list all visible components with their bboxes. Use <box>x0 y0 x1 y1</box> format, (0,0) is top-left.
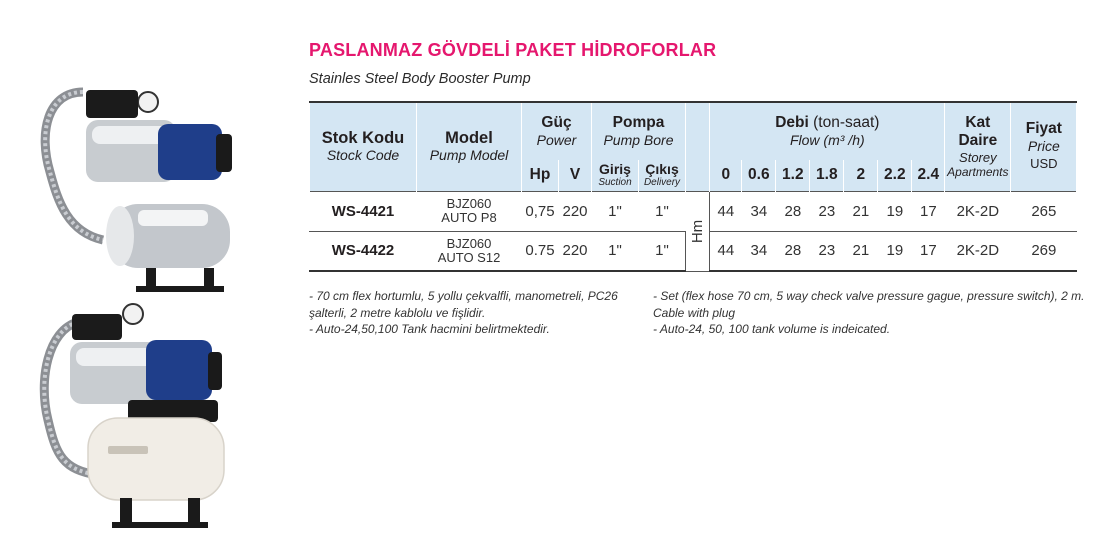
suction-cell: 1" <box>592 191 639 231</box>
volt-cell: 220 <box>559 191 592 231</box>
header-stock-code-tr: Stok Kodu <box>321 129 405 148</box>
head-cell: 23 <box>810 191 844 231</box>
spec-table <box>309 101 1077 272</box>
header-model-en: Pump Model <box>429 147 509 164</box>
hm-label: Hm <box>689 219 707 243</box>
header-stock-code-en: Stock Code <box>326 147 400 164</box>
page-title: PASLANMAZ GÖVDELİ PAKET HİDROFORLAR <box>309 40 717 60</box>
flow-point <box>742 160 776 191</box>
header-flow-en: Flow (m³ /h) <box>789 132 865 148</box>
header-spacer <box>686 102 710 191</box>
notes-english <box>653 288 1103 338</box>
note-tr-1: - 70 cm flex hortumlu, 5 yollu çekvalfli, manometreli, PC26 şalterli, 2 metre kablolu ve fişlidir. <box>309 289 618 320</box>
header-price <box>1011 102 1077 191</box>
header-suction-tr: Giriş <box>599 161 631 178</box>
head-cell: 17 <box>912 191 945 231</box>
hm-label-cell <box>686 191 710 271</box>
header-flow-unit: (ton-saat) <box>813 114 880 131</box>
header-pump-bore-en: Pump Bore <box>603 132 674 148</box>
header-delivery-en: Delivery <box>643 177 681 189</box>
head-cell: 34 <box>742 191 776 231</box>
volt-cell: 220 <box>559 231 592 271</box>
stock-code-cell <box>310 231 417 271</box>
model-cell <box>417 191 522 231</box>
head-cell: 28 <box>776 191 810 231</box>
product-image-white-tank-pump <box>28 300 248 538</box>
model-line-2: AUTO P8 <box>441 210 497 225</box>
notes-turkish <box>309 288 644 338</box>
model-line-1: BJZ060 <box>446 196 492 211</box>
header-row-main <box>310 102 1077 160</box>
head-cell: 19 <box>878 191 912 231</box>
table-row <box>310 191 1077 231</box>
note-en-1: - Set (flex hose 70 cm, 5 way check valve pressure gague, pressure switch), 2 m. Cable with plug <box>653 289 1085 320</box>
flow-point-label: 1.8 <box>816 166 838 184</box>
price-cell: 265 <box>1011 191 1077 231</box>
product-image-stainless-tank-pump <box>28 82 248 312</box>
header-storey-tr-1: Kat <box>965 114 991 132</box>
head-cell: 19 <box>878 231 912 271</box>
storey-cell: 2K-2D <box>945 191 1011 231</box>
header-delivery-tr: Çıkış <box>645 161 679 178</box>
flow-point-label: 0 <box>721 166 731 184</box>
flow-point <box>710 160 742 191</box>
head-cell: 44 <box>710 191 742 231</box>
header-delivery <box>639 160 686 191</box>
hp-cell: 0,75 <box>522 191 559 231</box>
header-storey <box>945 102 1011 191</box>
note-tr-2: - Auto-24,50,100 Tank hacmini belirtmektedir. <box>309 322 550 336</box>
suction-cell: 1" <box>592 231 639 271</box>
head-cell: 44 <box>710 231 742 271</box>
hp-cell: 0.75 <box>522 231 559 271</box>
flow-point <box>810 160 844 191</box>
header-power-en: Power <box>536 132 577 148</box>
delivery-cell: 1" <box>639 231 686 271</box>
model-line-1: BJZ060 <box>446 235 492 251</box>
header-volt <box>559 160 592 191</box>
header-suction <box>592 160 639 191</box>
storey-cell: 2K-2D <box>945 231 1011 271</box>
header-storey-en-1: Storey <box>959 150 997 166</box>
flow-point-label: 1.2 <box>782 166 804 184</box>
flow-point <box>844 160 878 191</box>
model-cell <box>417 231 522 271</box>
page-subtitle: Stainles Steel Body Booster Pump <box>309 71 531 87</box>
header-price-currency: USD <box>1030 156 1058 172</box>
flow-point <box>912 160 945 191</box>
stock-code-cell <box>310 191 417 231</box>
flow-point <box>878 160 912 191</box>
header-model-tr: Model <box>445 129 493 148</box>
header-flow-tr: Debi <box>775 114 809 131</box>
head-cell: 28 <box>776 231 810 271</box>
header-power <box>522 102 592 160</box>
header-power-tr: Güç <box>541 114 572 131</box>
header-hp-label: Hp <box>529 166 551 184</box>
header-flow <box>710 102 945 160</box>
head-cell: 21 <box>844 231 878 271</box>
delivery-cell: 1" <box>639 191 686 231</box>
header-suction-en: Suction <box>598 177 632 189</box>
header-pump-bore <box>592 102 686 160</box>
header-hp <box>522 160 559 191</box>
head-cell: 34 <box>742 231 776 271</box>
flow-point-label: 2.4 <box>917 166 940 184</box>
flow-point-label: 2 <box>856 166 866 184</box>
stock-code: WS-4421 <box>331 202 395 220</box>
head-cell: 17 <box>912 231 945 271</box>
header-storey-en-2: Apartments <box>947 165 1009 180</box>
header-stock-code <box>310 102 417 191</box>
header-price-en: Price <box>1027 138 1060 155</box>
header-pump-bore-tr: Pompa <box>612 114 665 131</box>
header-volt-label: V <box>569 166 581 184</box>
stock-code: WS-4422 <box>331 242 395 260</box>
flow-point-label: 0.6 <box>748 166 770 184</box>
flow-point <box>776 160 810 191</box>
head-cell: 21 <box>844 191 878 231</box>
header-model <box>417 102 522 191</box>
header-storey-tr-2: Daire <box>958 132 998 150</box>
model-line-2: AUTO S12 <box>437 249 501 265</box>
head-cell: 23 <box>810 231 844 271</box>
note-en-2: - Auto-24, 50, 100 tank volume is indeicated. <box>653 322 891 336</box>
header-price-tr: Fiyat <box>1025 120 1062 138</box>
price-cell: 269 <box>1011 231 1077 271</box>
flow-point-label: 2.2 <box>884 166 906 184</box>
